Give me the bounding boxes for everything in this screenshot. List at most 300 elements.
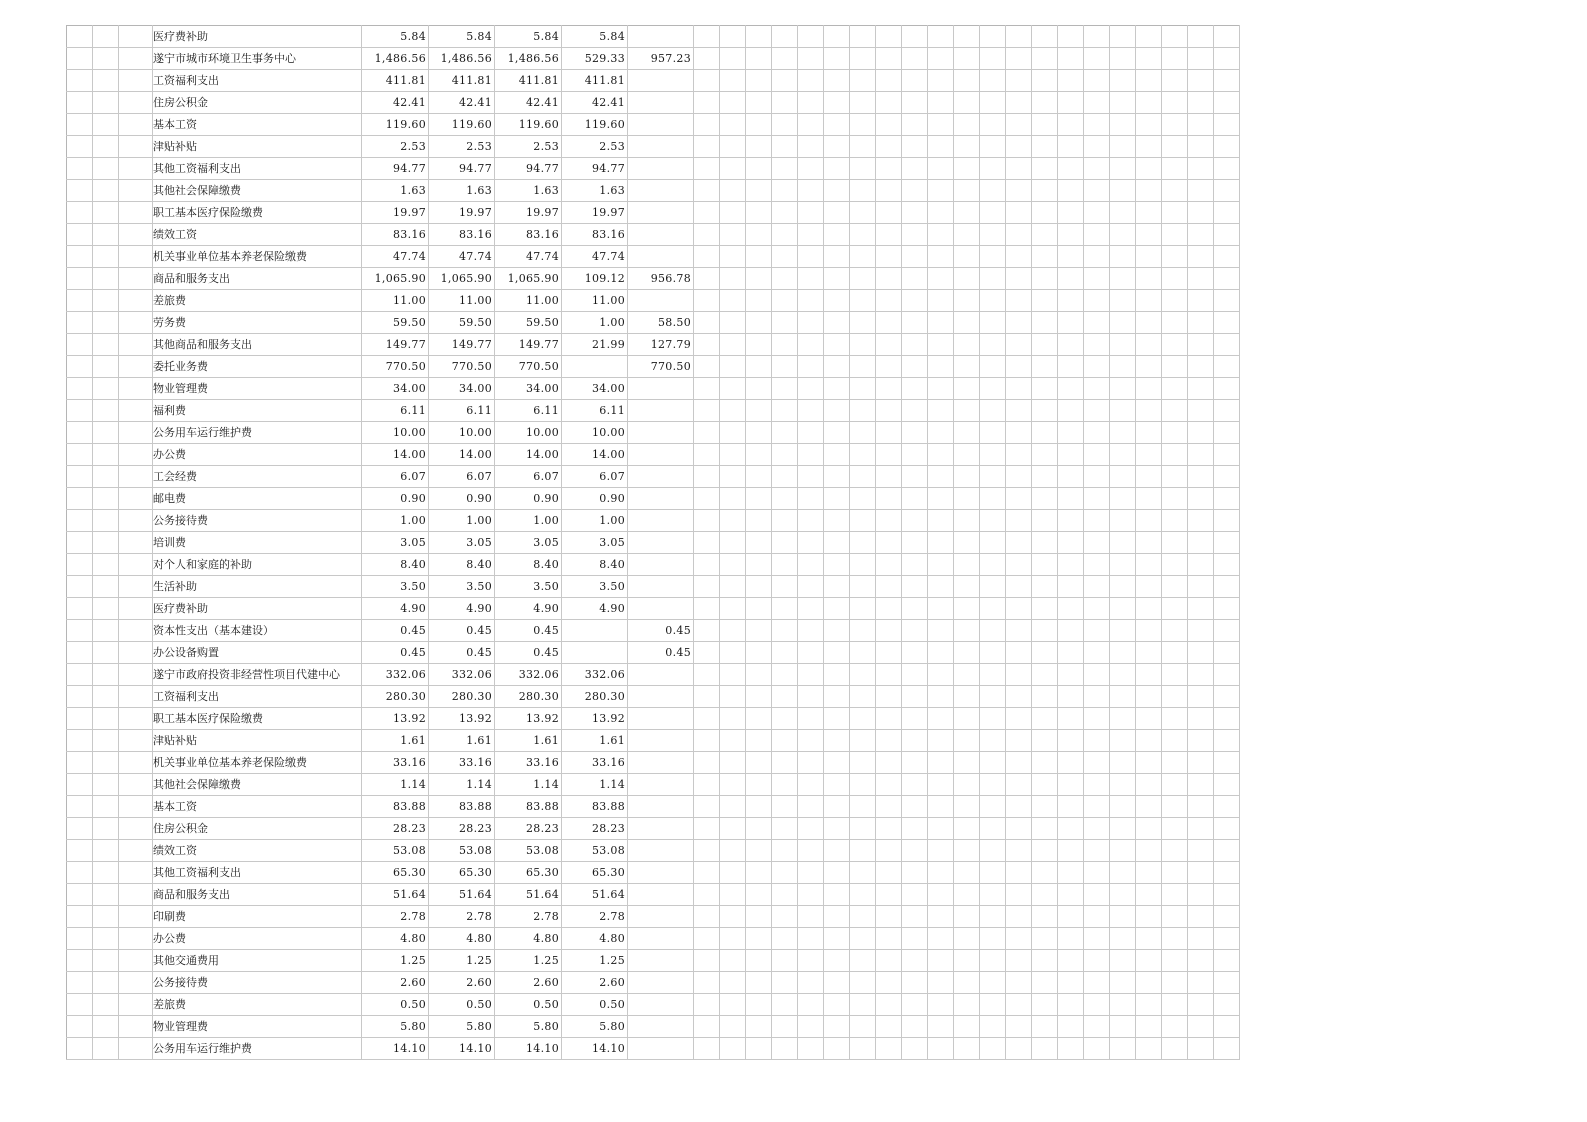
empty-cell[interactable]: [746, 664, 772, 686]
item-name-cell[interactable]: 津贴补贴: [153, 136, 362, 158]
empty-cell[interactable]: [67, 180, 93, 202]
empty-cell[interactable]: [954, 642, 980, 664]
amount-cell[interactable]: 1,065.90: [362, 268, 429, 290]
item-name-cell[interactable]: 遂宁市政府投资非经营性项目代建中心: [153, 664, 362, 686]
empty-cell[interactable]: [798, 400, 824, 422]
amount-cell[interactable]: 65.30: [495, 862, 562, 884]
empty-cell[interactable]: [1032, 686, 1058, 708]
empty-cell[interactable]: [1058, 774, 1084, 796]
empty-cell[interactable]: [824, 510, 850, 532]
empty-cell[interactable]: [720, 840, 746, 862]
empty-cell[interactable]: [119, 26, 153, 48]
empty-cell[interactable]: [1058, 466, 1084, 488]
empty-cell[interactable]: [928, 774, 954, 796]
amount-cell[interactable]: 59.50: [362, 312, 429, 334]
empty-cell[interactable]: [928, 884, 954, 906]
empty-cell[interactable]: [980, 158, 1006, 180]
amount-cell[interactable]: 2.60: [495, 972, 562, 994]
amount-cell[interactable]: 6.07: [562, 466, 628, 488]
empty-cell[interactable]: [1214, 444, 1240, 466]
amount-cell[interactable]: [628, 1016, 694, 1038]
empty-cell[interactable]: [954, 620, 980, 642]
empty-cell[interactable]: [876, 576, 902, 598]
empty-cell[interactable]: [1162, 620, 1188, 642]
empty-cell[interactable]: [67, 818, 93, 840]
amount-cell[interactable]: 529.33: [562, 48, 628, 70]
empty-cell[interactable]: [1110, 180, 1136, 202]
empty-cell[interactable]: [1214, 488, 1240, 510]
item-name-cell[interactable]: 差旅费: [153, 994, 362, 1016]
empty-cell[interactable]: [876, 268, 902, 290]
empty-cell[interactable]: [980, 180, 1006, 202]
empty-cell[interactable]: [772, 180, 798, 202]
empty-cell[interactable]: [902, 510, 928, 532]
empty-cell[interactable]: [119, 510, 153, 532]
amount-cell[interactable]: 0.45: [628, 620, 694, 642]
empty-cell[interactable]: [850, 202, 876, 224]
empty-cell[interactable]: [876, 862, 902, 884]
empty-cell[interactable]: [694, 554, 720, 576]
empty-cell[interactable]: [1006, 554, 1032, 576]
empty-cell[interactable]: [1084, 92, 1110, 114]
empty-cell[interactable]: [1214, 686, 1240, 708]
amount-cell[interactable]: 1.14: [362, 774, 429, 796]
empty-cell[interactable]: [1162, 1016, 1188, 1038]
empty-cell[interactable]: [1006, 752, 1032, 774]
empty-cell[interactable]: [1006, 664, 1032, 686]
empty-cell[interactable]: [850, 400, 876, 422]
empty-cell[interactable]: [1006, 268, 1032, 290]
empty-cell[interactable]: [824, 26, 850, 48]
amount-cell[interactable]: 10.00: [429, 422, 495, 444]
empty-cell[interactable]: [902, 598, 928, 620]
empty-cell[interactable]: [1136, 400, 1162, 422]
empty-cell[interactable]: [798, 1016, 824, 1038]
empty-cell[interactable]: [980, 972, 1006, 994]
amount-cell[interactable]: 47.74: [362, 246, 429, 268]
empty-cell[interactable]: [1084, 708, 1110, 730]
empty-cell[interactable]: [772, 400, 798, 422]
empty-cell[interactable]: [119, 180, 153, 202]
amount-cell[interactable]: 1.14: [495, 774, 562, 796]
empty-cell[interactable]: [119, 928, 153, 950]
empty-cell[interactable]: [67, 26, 93, 48]
empty-cell[interactable]: [1084, 972, 1110, 994]
empty-cell[interactable]: [798, 972, 824, 994]
empty-cell[interactable]: [902, 1038, 928, 1060]
empty-cell[interactable]: [119, 818, 153, 840]
empty-cell[interactable]: [798, 246, 824, 268]
empty-cell[interactable]: [720, 752, 746, 774]
empty-cell[interactable]: [1214, 114, 1240, 136]
empty-cell[interactable]: [1188, 444, 1214, 466]
amount-cell[interactable]: 0.90: [562, 488, 628, 510]
empty-cell[interactable]: [93, 972, 119, 994]
amount-cell[interactable]: 53.08: [562, 840, 628, 862]
empty-cell[interactable]: [980, 620, 1006, 642]
empty-cell[interactable]: [720, 972, 746, 994]
empty-cell[interactable]: [954, 510, 980, 532]
amount-cell[interactable]: 51.64: [362, 884, 429, 906]
amount-cell[interactable]: [628, 246, 694, 268]
empty-cell[interactable]: [850, 532, 876, 554]
item-name-cell[interactable]: 培训费: [153, 532, 362, 554]
empty-cell[interactable]: [1162, 642, 1188, 664]
empty-cell[interactable]: [1188, 994, 1214, 1016]
empty-cell[interactable]: [1136, 378, 1162, 400]
empty-cell[interactable]: [1162, 224, 1188, 246]
item-name-cell[interactable]: 医疗费补助: [153, 598, 362, 620]
empty-cell[interactable]: [1032, 532, 1058, 554]
amount-cell[interactable]: 42.41: [429, 92, 495, 114]
empty-cell[interactable]: [876, 356, 902, 378]
empty-cell[interactable]: [746, 334, 772, 356]
empty-cell[interactable]: [954, 840, 980, 862]
empty-cell[interactable]: [1084, 620, 1110, 642]
empty-cell[interactable]: [850, 598, 876, 620]
empty-cell[interactable]: [694, 224, 720, 246]
empty-cell[interactable]: [824, 620, 850, 642]
empty-cell[interactable]: [67, 1016, 93, 1038]
empty-cell[interactable]: [954, 906, 980, 928]
empty-cell[interactable]: [119, 686, 153, 708]
empty-cell[interactable]: [1032, 862, 1058, 884]
empty-cell[interactable]: [1188, 334, 1214, 356]
empty-cell[interactable]: [1188, 598, 1214, 620]
empty-cell[interactable]: [1058, 598, 1084, 620]
empty-cell[interactable]: [1136, 752, 1162, 774]
empty-cell[interactable]: [93, 1016, 119, 1038]
empty-cell[interactable]: [119, 92, 153, 114]
empty-cell[interactable]: [772, 862, 798, 884]
empty-cell[interactable]: [1162, 466, 1188, 488]
empty-cell[interactable]: [1006, 818, 1032, 840]
empty-cell[interactable]: [772, 708, 798, 730]
empty-cell[interactable]: [1084, 796, 1110, 818]
empty-cell[interactable]: [1162, 444, 1188, 466]
empty-cell[interactable]: [772, 202, 798, 224]
empty-cell[interactable]: [67, 224, 93, 246]
empty-cell[interactable]: [93, 928, 119, 950]
empty-cell[interactable]: [1110, 642, 1136, 664]
empty-cell[interactable]: [1162, 774, 1188, 796]
item-name-cell[interactable]: 其他商品和服务支出: [153, 334, 362, 356]
empty-cell[interactable]: [824, 224, 850, 246]
empty-cell[interactable]: [1058, 114, 1084, 136]
empty-cell[interactable]: [798, 796, 824, 818]
amount-cell[interactable]: 14.10: [362, 1038, 429, 1060]
empty-cell[interactable]: [928, 840, 954, 862]
empty-cell[interactable]: [954, 488, 980, 510]
empty-cell[interactable]: [928, 356, 954, 378]
empty-cell[interactable]: [746, 488, 772, 510]
amount-cell[interactable]: 411.81: [362, 70, 429, 92]
empty-cell[interactable]: [1032, 224, 1058, 246]
empty-cell[interactable]: [824, 862, 850, 884]
empty-cell[interactable]: [980, 268, 1006, 290]
empty-cell[interactable]: [1110, 686, 1136, 708]
amount-cell[interactable]: 1.00: [562, 312, 628, 334]
empty-cell[interactable]: [746, 180, 772, 202]
empty-cell[interactable]: [694, 642, 720, 664]
empty-cell[interactable]: [1214, 576, 1240, 598]
amount-cell[interactable]: 14.10: [562, 1038, 628, 1060]
empty-cell[interactable]: [694, 972, 720, 994]
empty-cell[interactable]: [1188, 928, 1214, 950]
empty-cell[interactable]: [772, 158, 798, 180]
amount-cell[interactable]: [628, 26, 694, 48]
empty-cell[interactable]: [720, 202, 746, 224]
empty-cell[interactable]: [954, 158, 980, 180]
empty-cell[interactable]: [1136, 884, 1162, 906]
amount-cell[interactable]: 6.07: [362, 466, 429, 488]
empty-cell[interactable]: [928, 598, 954, 620]
empty-cell[interactable]: [67, 708, 93, 730]
empty-cell[interactable]: [850, 70, 876, 92]
empty-cell[interactable]: [694, 202, 720, 224]
empty-cell[interactable]: [980, 862, 1006, 884]
empty-cell[interactable]: [980, 466, 1006, 488]
amount-cell[interactable]: 28.23: [562, 818, 628, 840]
empty-cell[interactable]: [980, 752, 1006, 774]
empty-cell[interactable]: [1110, 400, 1136, 422]
empty-cell[interactable]: [1136, 444, 1162, 466]
empty-cell[interactable]: [902, 664, 928, 686]
amount-cell[interactable]: 2.60: [362, 972, 429, 994]
empty-cell[interactable]: [67, 136, 93, 158]
empty-cell[interactable]: [93, 26, 119, 48]
empty-cell[interactable]: [928, 378, 954, 400]
empty-cell[interactable]: [1006, 862, 1032, 884]
empty-cell[interactable]: [980, 686, 1006, 708]
empty-cell[interactable]: [1214, 158, 1240, 180]
empty-cell[interactable]: [1110, 884, 1136, 906]
empty-cell[interactable]: [1110, 114, 1136, 136]
amount-cell[interactable]: 1.63: [495, 180, 562, 202]
empty-cell[interactable]: [876, 708, 902, 730]
empty-cell[interactable]: [1110, 290, 1136, 312]
empty-cell[interactable]: [1188, 664, 1214, 686]
empty-cell[interactable]: [850, 246, 876, 268]
empty-cell[interactable]: [694, 884, 720, 906]
empty-cell[interactable]: [798, 884, 824, 906]
empty-cell[interactable]: [928, 1038, 954, 1060]
empty-cell[interactable]: [824, 972, 850, 994]
empty-cell[interactable]: [876, 554, 902, 576]
empty-cell[interactable]: [746, 752, 772, 774]
empty-cell[interactable]: [1084, 114, 1110, 136]
empty-cell[interactable]: [1136, 620, 1162, 642]
empty-cell[interactable]: [1058, 928, 1084, 950]
empty-cell[interactable]: [1110, 48, 1136, 70]
empty-cell[interactable]: [850, 268, 876, 290]
empty-cell[interactable]: [1188, 180, 1214, 202]
empty-cell[interactable]: [694, 862, 720, 884]
empty-cell[interactable]: [772, 730, 798, 752]
empty-cell[interactable]: [1136, 708, 1162, 730]
empty-cell[interactable]: [1058, 224, 1084, 246]
amount-cell[interactable]: 770.50: [429, 356, 495, 378]
empty-cell[interactable]: [824, 48, 850, 70]
empty-cell[interactable]: [1032, 422, 1058, 444]
empty-cell[interactable]: [980, 664, 1006, 686]
empty-cell[interactable]: [119, 290, 153, 312]
empty-cell[interactable]: [876, 158, 902, 180]
empty-cell[interactable]: [876, 180, 902, 202]
empty-cell[interactable]: [902, 818, 928, 840]
empty-cell[interactable]: [928, 136, 954, 158]
empty-cell[interactable]: [928, 664, 954, 686]
empty-cell[interactable]: [980, 554, 1006, 576]
amount-cell[interactable]: [628, 928, 694, 950]
empty-cell[interactable]: [902, 906, 928, 928]
amount-cell[interactable]: 14.00: [562, 444, 628, 466]
empty-cell[interactable]: [1084, 158, 1110, 180]
empty-cell[interactable]: [746, 114, 772, 136]
empty-cell[interactable]: [67, 1038, 93, 1060]
empty-cell[interactable]: [1136, 642, 1162, 664]
empty-cell[interactable]: [1032, 400, 1058, 422]
empty-cell[interactable]: [1214, 906, 1240, 928]
empty-cell[interactable]: [1188, 158, 1214, 180]
empty-cell[interactable]: [824, 334, 850, 356]
empty-cell[interactable]: [1058, 708, 1084, 730]
amount-cell[interactable]: [562, 642, 628, 664]
empty-cell[interactable]: [746, 158, 772, 180]
empty-cell[interactable]: [1006, 158, 1032, 180]
empty-cell[interactable]: [694, 444, 720, 466]
empty-cell[interactable]: [772, 334, 798, 356]
amount-cell[interactable]: [628, 994, 694, 1016]
empty-cell[interactable]: [746, 92, 772, 114]
empty-cell[interactable]: [928, 642, 954, 664]
empty-cell[interactable]: [1136, 928, 1162, 950]
empty-cell[interactable]: [1110, 752, 1136, 774]
empty-cell[interactable]: [954, 598, 980, 620]
empty-cell[interactable]: [1136, 994, 1162, 1016]
empty-cell[interactable]: [798, 840, 824, 862]
empty-cell[interactable]: [694, 246, 720, 268]
empty-cell[interactable]: [1006, 906, 1032, 928]
empty-cell[interactable]: [824, 378, 850, 400]
empty-cell[interactable]: [1006, 1038, 1032, 1060]
empty-cell[interactable]: [1214, 730, 1240, 752]
empty-cell[interactable]: [928, 994, 954, 1016]
empty-cell[interactable]: [1058, 972, 1084, 994]
amount-cell[interactable]: [628, 862, 694, 884]
empty-cell[interactable]: [694, 466, 720, 488]
empty-cell[interactable]: [746, 598, 772, 620]
empty-cell[interactable]: [1032, 994, 1058, 1016]
empty-cell[interactable]: [720, 48, 746, 70]
empty-cell[interactable]: [1136, 180, 1162, 202]
item-name-cell[interactable]: 物业管理费: [153, 1016, 362, 1038]
amount-cell[interactable]: 0.45: [362, 620, 429, 642]
empty-cell[interactable]: [119, 620, 153, 642]
empty-cell[interactable]: [694, 774, 720, 796]
empty-cell[interactable]: [67, 268, 93, 290]
empty-cell[interactable]: [1084, 730, 1110, 752]
empty-cell[interactable]: [772, 994, 798, 1016]
empty-cell[interactable]: [1136, 818, 1162, 840]
amount-cell[interactable]: 8.40: [362, 554, 429, 576]
empty-cell[interactable]: [850, 884, 876, 906]
empty-cell[interactable]: [876, 928, 902, 950]
empty-cell[interactable]: [980, 444, 1006, 466]
empty-cell[interactable]: [1006, 26, 1032, 48]
empty-cell[interactable]: [119, 664, 153, 686]
empty-cell[interactable]: [720, 268, 746, 290]
empty-cell[interactable]: [928, 48, 954, 70]
empty-cell[interactable]: [93, 246, 119, 268]
empty-cell[interactable]: [720, 70, 746, 92]
empty-cell[interactable]: [798, 686, 824, 708]
empty-cell[interactable]: [1110, 796, 1136, 818]
empty-cell[interactable]: [876, 378, 902, 400]
empty-cell[interactable]: [1162, 818, 1188, 840]
empty-cell[interactable]: [1032, 136, 1058, 158]
amount-cell[interactable]: 4.90: [495, 598, 562, 620]
empty-cell[interactable]: [1110, 422, 1136, 444]
empty-cell[interactable]: [772, 356, 798, 378]
empty-cell[interactable]: [93, 180, 119, 202]
empty-cell[interactable]: [1006, 730, 1032, 752]
empty-cell[interactable]: [902, 114, 928, 136]
empty-cell[interactable]: [720, 1016, 746, 1038]
empty-cell[interactable]: [928, 202, 954, 224]
empty-cell[interactable]: [798, 664, 824, 686]
empty-cell[interactable]: [93, 730, 119, 752]
empty-cell[interactable]: [1188, 950, 1214, 972]
empty-cell[interactable]: [980, 708, 1006, 730]
amount-cell[interactable]: 0.45: [495, 620, 562, 642]
empty-cell[interactable]: [1136, 114, 1162, 136]
amount-cell[interactable]: 14.10: [429, 1038, 495, 1060]
empty-cell[interactable]: [1214, 752, 1240, 774]
amount-cell[interactable]: [628, 554, 694, 576]
empty-cell[interactable]: [720, 444, 746, 466]
empty-cell[interactable]: [1136, 422, 1162, 444]
amount-cell[interactable]: 0.50: [562, 994, 628, 1016]
empty-cell[interactable]: [980, 92, 1006, 114]
amount-cell[interactable]: 11.00: [429, 290, 495, 312]
empty-cell[interactable]: [1084, 818, 1110, 840]
empty-cell[interactable]: [1006, 378, 1032, 400]
empty-cell[interactable]: [1084, 180, 1110, 202]
empty-cell[interactable]: [1058, 422, 1084, 444]
empty-cell[interactable]: [798, 70, 824, 92]
empty-cell[interactable]: [954, 422, 980, 444]
amount-cell[interactable]: 0.50: [495, 994, 562, 1016]
empty-cell[interactable]: [694, 950, 720, 972]
empty-cell[interactable]: [850, 1038, 876, 1060]
empty-cell[interactable]: [746, 884, 772, 906]
empty-cell[interactable]: [1032, 202, 1058, 224]
empty-cell[interactable]: [746, 1038, 772, 1060]
empty-cell[interactable]: [746, 994, 772, 1016]
empty-cell[interactable]: [954, 466, 980, 488]
empty-cell[interactable]: [1084, 268, 1110, 290]
item-name-cell[interactable]: 邮电费: [153, 488, 362, 510]
amount-cell[interactable]: 4.90: [562, 598, 628, 620]
empty-cell[interactable]: [824, 466, 850, 488]
empty-cell[interactable]: [798, 642, 824, 664]
amount-cell[interactable]: 14.00: [362, 444, 429, 466]
empty-cell[interactable]: [1032, 158, 1058, 180]
empty-cell[interactable]: [1084, 840, 1110, 862]
amount-cell[interactable]: [628, 488, 694, 510]
empty-cell[interactable]: [1006, 290, 1032, 312]
